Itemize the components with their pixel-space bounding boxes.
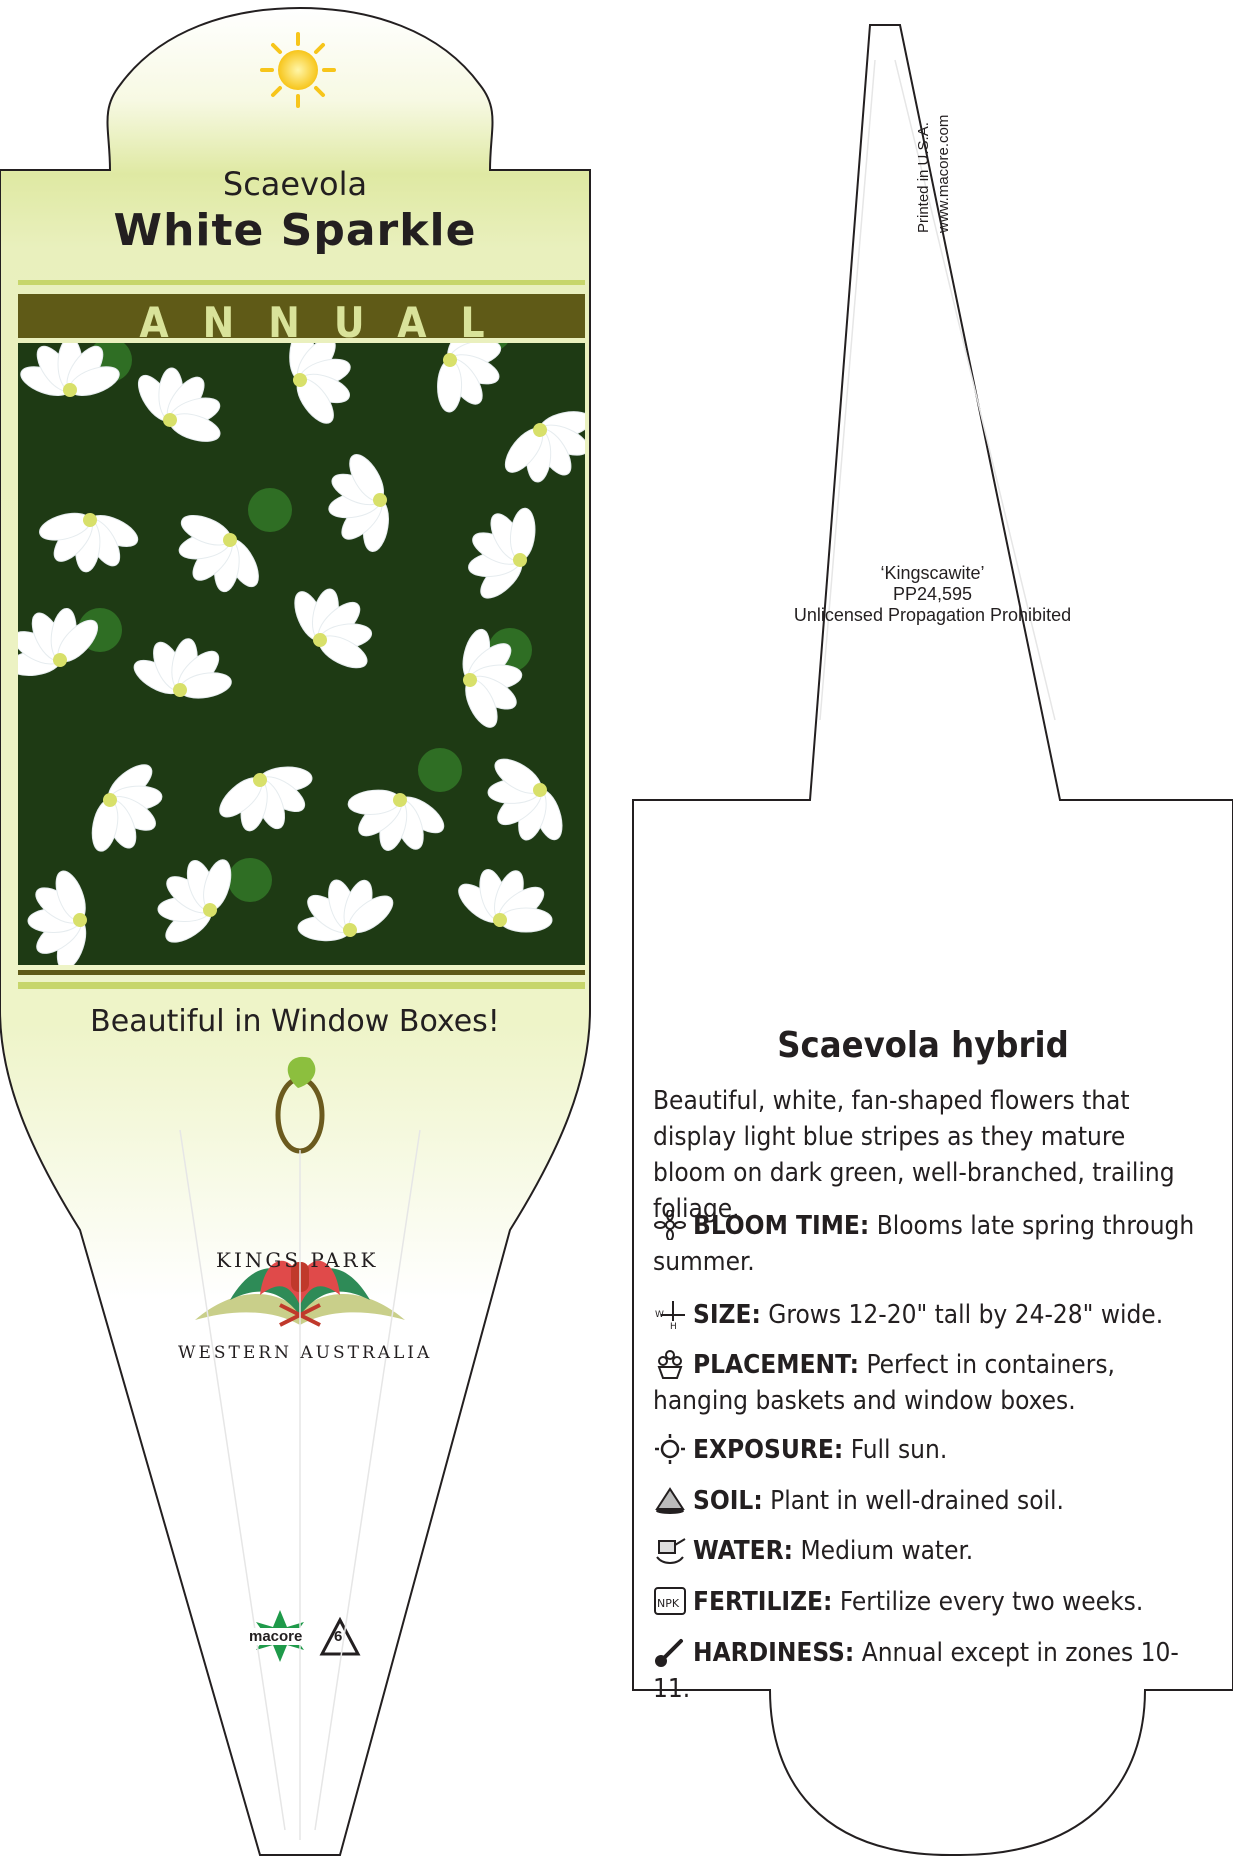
attribute-value: Perfect in containers, hanging baskets and window boxes. [653, 1350, 1115, 1416]
npk-icon-text: NPK [657, 1597, 680, 1610]
size-icon [653, 1299, 687, 1329]
thermometer-icon [653, 1637, 687, 1667]
attribute-label: PLACEMENT: [693, 1350, 860, 1380]
attribute-value: Medium water. [800, 1536, 974, 1566]
attribute-label: FERTILIZE: [693, 1587, 833, 1617]
placement-icon [653, 1349, 687, 1379]
watering-can-icon [653, 1535, 687, 1565]
attribute-placement [653, 1347, 1198, 1419]
attribute-label: SOIL: [693, 1486, 763, 1516]
attribute-value: Fertilize every two weeks. [839, 1587, 1144, 1617]
sun-icon [653, 1434, 687, 1464]
patent-number: PP24,595 [892, 584, 973, 604]
attribute-label: BLOOM TIME: [693, 1211, 870, 1241]
attribute-value: Grows 12-20" tall by 24-28" wide. [768, 1300, 1164, 1330]
attribute-size [653, 1297, 1198, 1333]
attribute-label: EXPOSURE: [693, 1435, 844, 1465]
logo-line-1: KINGS PARK [216, 1248, 379, 1272]
attribute-label: HARDINESS: [693, 1638, 855, 1668]
botanical-name: Scaevola hybrid [777, 1025, 1069, 1066]
attribute-value: Plant in well-drained soil. [770, 1486, 1064, 1516]
back-tag-outline [633, 25, 1233, 1855]
logo-line-2: WESTERN AUSTRALIA [178, 1343, 433, 1363]
flower-photo [0, 307, 612, 974]
cultivar-name: ‘Kingscawite’ [880, 563, 985, 583]
attribute-hardiness [653, 1635, 1198, 1707]
tagline: Beautiful in Window Boxes! [90, 1004, 500, 1039]
attribute-bloom-time [653, 1208, 1198, 1280]
maker-name: macore [249, 1628, 303, 1645]
leaf-cluster [418, 748, 462, 792]
size-icon-w: W [655, 1310, 664, 1320]
attribute-value: Blooms late spring through summer. [653, 1211, 1195, 1277]
npk-icon [653, 1586, 687, 1616]
website-text: www.macore.com [935, 114, 952, 233]
propagation-notice: Unlicensed Propagation Prohibited [793, 605, 1072, 625]
leaf-cluster [228, 858, 272, 902]
plant-description: Beautiful, white, fan-shaped flowers that display light blue stripes as they mature bloom on dark green, well-branched, trailing foliage. [653, 1086, 1175, 1224]
recycle-code: 6 [334, 1628, 343, 1645]
attribute-value: Annual except in zones 10-11. [653, 1638, 1179, 1704]
printed-in-text: Printed in U.S.A. [915, 122, 932, 233]
attribute-soil [653, 1483, 1198, 1519]
leaf-cluster [248, 488, 292, 532]
size-icon-h: H [670, 1322, 677, 1329]
plant-genus-subtitle: Scaevola [222, 165, 368, 203]
flower-icon [653, 1210, 687, 1240]
attribute-value: Full sun. [850, 1435, 948, 1465]
plant-variety-title: White Sparkle [113, 205, 477, 256]
attribute-label: SIZE: [693, 1300, 761, 1330]
attribute-fertilize [653, 1584, 1198, 1620]
attribute-water [653, 1533, 1198, 1569]
sun-icon [262, 34, 334, 106]
plant-type-band-label: ANNUAL [139, 298, 519, 347]
attribute-exposure [653, 1432, 1198, 1468]
soil-icon [653, 1485, 687, 1515]
attribute-label: WATER: [693, 1536, 794, 1566]
